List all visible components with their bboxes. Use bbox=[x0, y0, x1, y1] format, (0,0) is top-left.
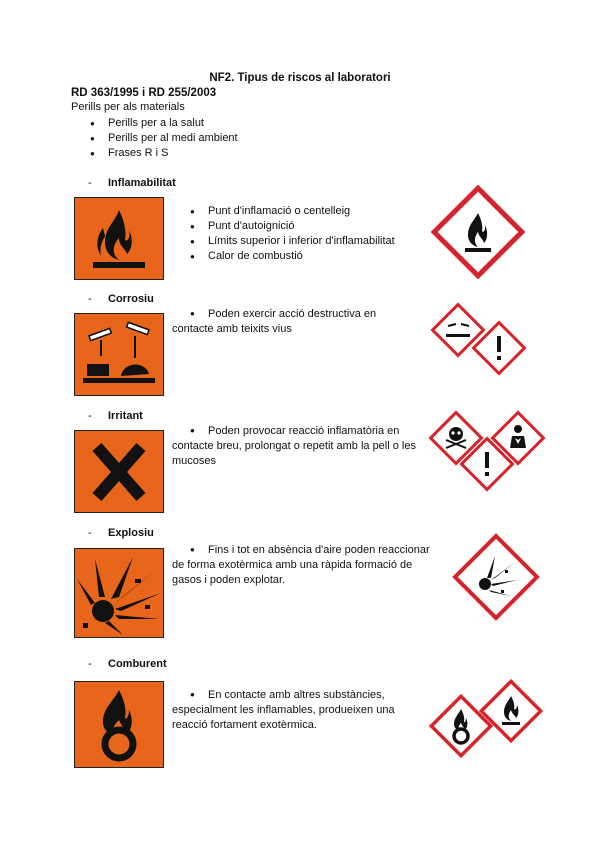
intro-list bbox=[90, 116, 238, 161]
section-title-explosiu: - Explosiu bbox=[88, 527, 154, 539]
explosiu-text: ● Fins i tot en absència d'aire poden reaccionar de forma exotèrmica amb una ràpida formació de gasos i poden explotar. bbox=[172, 544, 430, 586]
ghs-flame-pictogram bbox=[431, 185, 525, 279]
list-item: ● Punt d'inflamació o centelleig bbox=[190, 204, 395, 219]
legacy-explosion-pictogram bbox=[74, 548, 164, 638]
page-title: NF2. Tipus de riscos al laboratori bbox=[209, 72, 391, 84]
legacy-irritant-pictogram bbox=[74, 430, 164, 513]
list-item: ● Frases R i S bbox=[90, 146, 238, 161]
ghs-exclamation-icon bbox=[471, 320, 527, 376]
intro-text: Perills per als materials bbox=[71, 101, 185, 113]
ghs-explosion-icon bbox=[451, 532, 541, 622]
law-reference: RD 363/1995 i RD 255/2003 bbox=[71, 87, 217, 99]
section-title-comburent: - Comburent bbox=[88, 658, 167, 670]
list-item: ● Punt d'autoignició bbox=[190, 219, 395, 234]
legacy-oxidizer-pictogram bbox=[74, 681, 164, 768]
corrosiu-text: ● Poden exercir acció destructiva en contacte amb teixits vius bbox=[172, 308, 377, 335]
ghs-exclamation-icon bbox=[459, 436, 515, 492]
irritant-text: ● Poden provocar reacció inflamatòria en contacte breu, prolongat o repetit amb la pell o les mucoses bbox=[172, 425, 416, 467]
legacy-flame-pictogram bbox=[74, 197, 164, 280]
corrosion-icon bbox=[75, 314, 163, 395]
ghs-flame-pictogram bbox=[478, 678, 544, 744]
comburent-text: ● En contacte amb altres substàncies, especialment les inflamables, produeixen una reacció fortament exotèrmica. bbox=[172, 689, 395, 731]
ghs-flame-icon bbox=[431, 185, 525, 279]
ghs-exclamation-pictogram bbox=[471, 320, 527, 376]
legacy-corrosion-pictogram bbox=[74, 313, 164, 396]
list-item: ● Calor de combustió bbox=[190, 249, 395, 264]
list-item: ● Perills per a la salut bbox=[90, 116, 238, 131]
flame-icon bbox=[75, 198, 163, 279]
ghs-exclamation-pictogram bbox=[459, 436, 515, 492]
ghs-flame-icon bbox=[478, 678, 544, 744]
explosion-icon bbox=[75, 549, 163, 637]
list-item: ● Límits superior i inferior d'inflamabilitat bbox=[190, 234, 395, 249]
inflamabilitat-list bbox=[190, 204, 395, 264]
section-title-inflamabilitat: - Inflamabilitat bbox=[88, 177, 176, 189]
ghs-explosion-pictogram bbox=[451, 532, 541, 622]
cross-icon bbox=[75, 431, 163, 512]
section-title-corrosiu: - Corrosiu bbox=[88, 293, 154, 305]
list-item: ● Perills per al medi ambient bbox=[90, 131, 238, 146]
oxidizer-icon bbox=[75, 682, 163, 767]
section-title-irritant: - Irritant bbox=[88, 410, 143, 422]
